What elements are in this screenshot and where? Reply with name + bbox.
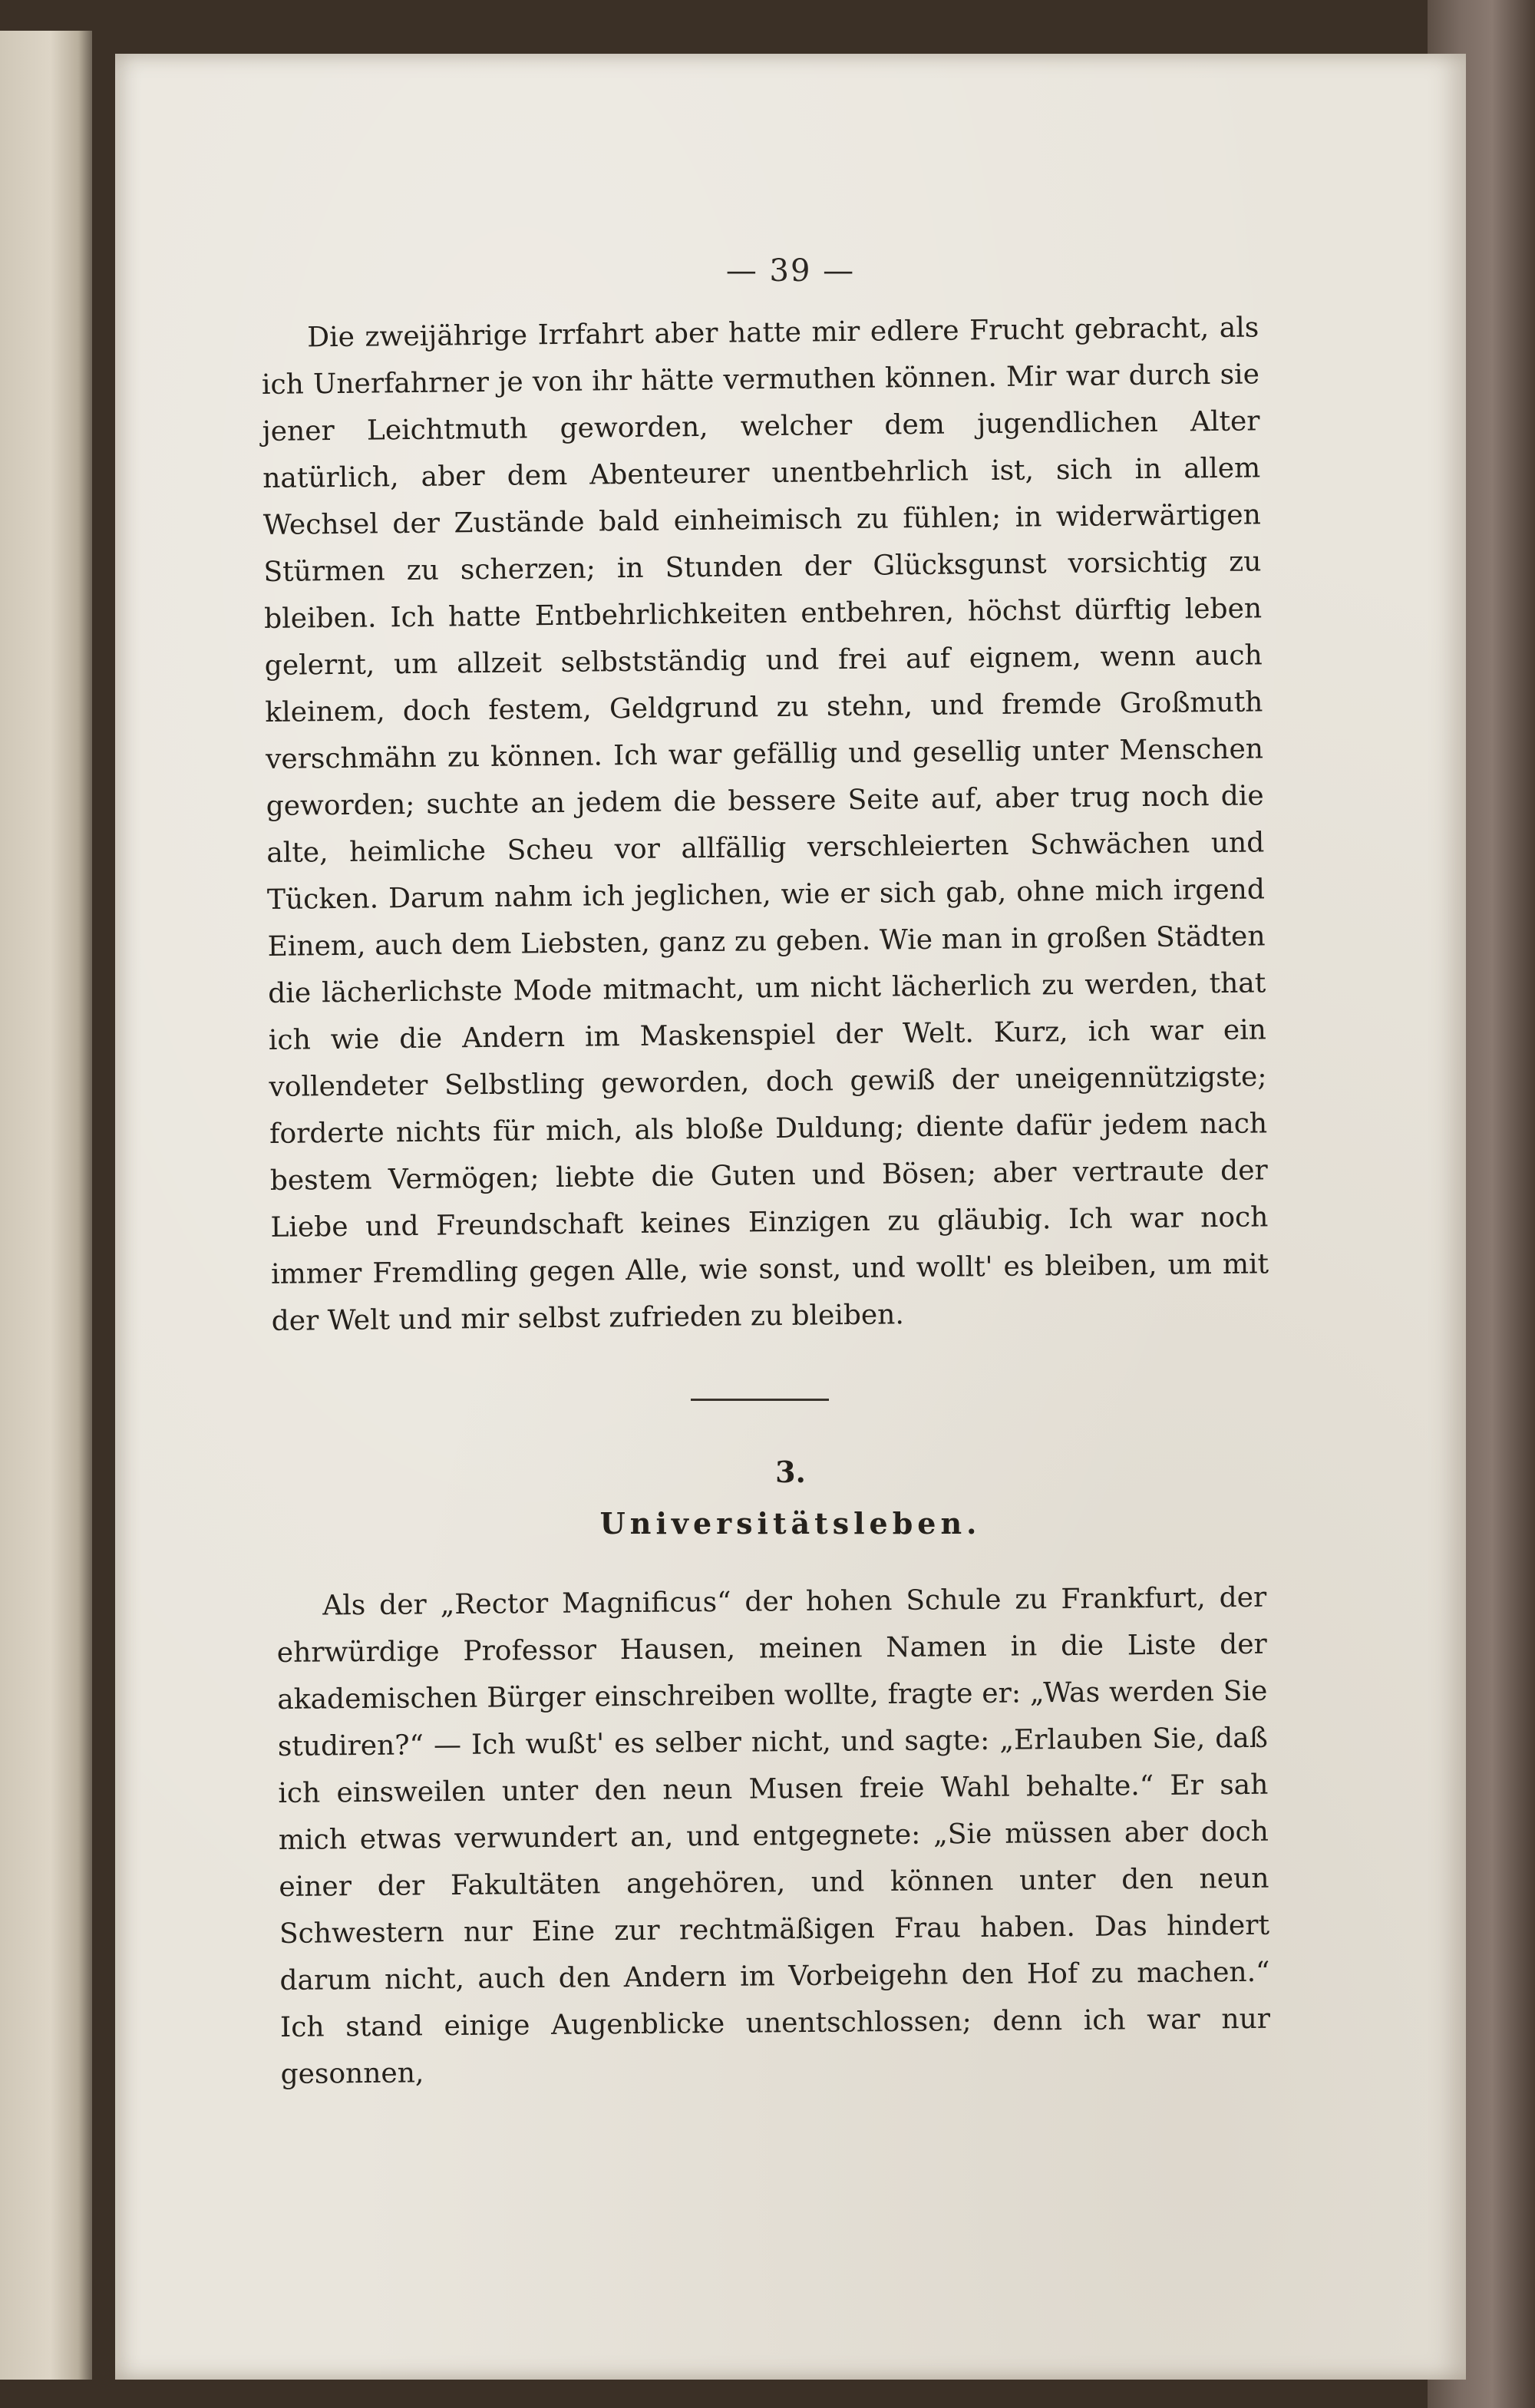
page-number: — 39 — <box>725 253 856 289</box>
paragraph-block-2 <box>276 1574 1271 2098</box>
section-divider <box>691 1399 829 1401</box>
section-title: Universitätsleben. <box>599 1506 982 1541</box>
left-page-edge <box>0 31 92 2380</box>
paragraph-block-1 <box>261 304 1269 1345</box>
section-number: 3. <box>775 1455 806 1489</box>
paragraph-1: Die zweijährige Irrfahrt aber hatte mir edlere Frucht gebracht, als ich Unerfahrner je von ihr hätte vermuthen können. Mir war durch sie jener Leichtmuth geworden, welcher dem jugendlichen Alter natürlich, aber dem Abenteurer unentbehrlich ist, sich in allem Wechsel der Zustände bald einheimisch zu fühlen; in widerwärtigen Stürmen zu scherzen; in Stunden der Glücksgunst vorsichtig zu bleiben. Ich hatte Entbehrlichkeiten entbehren, höchst dürftig leben gelernt, um allzeit selbstständig und frei auf eignem, wenn auch kleinem, doch festem, Geldgrund zu stehn, und fremde Großmuth verschmähn zu können. Ich war gefällig und gesellig unter Menschen geworden; suchte an jedem die bessere Seite auf, aber trug noch die alte, heimliche Scheu vor allfällig verschleierten Schwächen und Tücken. Darum nahm ich jeglichen, wie er sich gab, ohne mich irgend Einem, auch dem Liebsten, ganz zu geben. Wie man in großen Städten die lächerlichste Mode mitmacht, um nicht lächerlich zu werden, that ich wie die Andern im Maskenspiel der Welt. Kurz, ich war ein vollendeter Selbstling geworden, doch gewiß der uneigennützigste; forderte nichts für mich, als bloße Duldung; diente dafür jedem nach bestem Vermögen; liebte die Guten und Bösen; aber vertraute der Liebe und Freundschaft keines Einzigen zu gläubig. Ich war noch immer Fremdling gegen Alle, wie sonst, und wollt' es bleiben, um mit der Welt und mir selbst zufrieden zu bleiben. <box>261 312 1269 1337</box>
paragraph-2: Als der „Rector Magnificus“ der hohen Schule zu Frankfurt, der ehrwürdige Professor Hausen, meinen Namen in die Liste der akademischen Bürger einschreiben wollte, fragte er: „Was werden Sie studiren?“ — Ich wußt' es selber nicht, und sagte: „Erlauben Sie, daß ich einsweilen unter den neun Musen freie Wahl behalte.“ Er sah mich etwas verwundert an, und entgegnete: „Sie müssen aber doch einer der Fakultäten angehören, und können unter den neun Schwestern nur Eine zur rechtmäßigen Frau haben. Das hindert darum nicht, auch den Andern im Vorbeigehn den Hof zu machen.“ Ich stand einige Augenblicke unentschlossen; denn ich war nur gesonnen, <box>276 1581 1271 2090</box>
